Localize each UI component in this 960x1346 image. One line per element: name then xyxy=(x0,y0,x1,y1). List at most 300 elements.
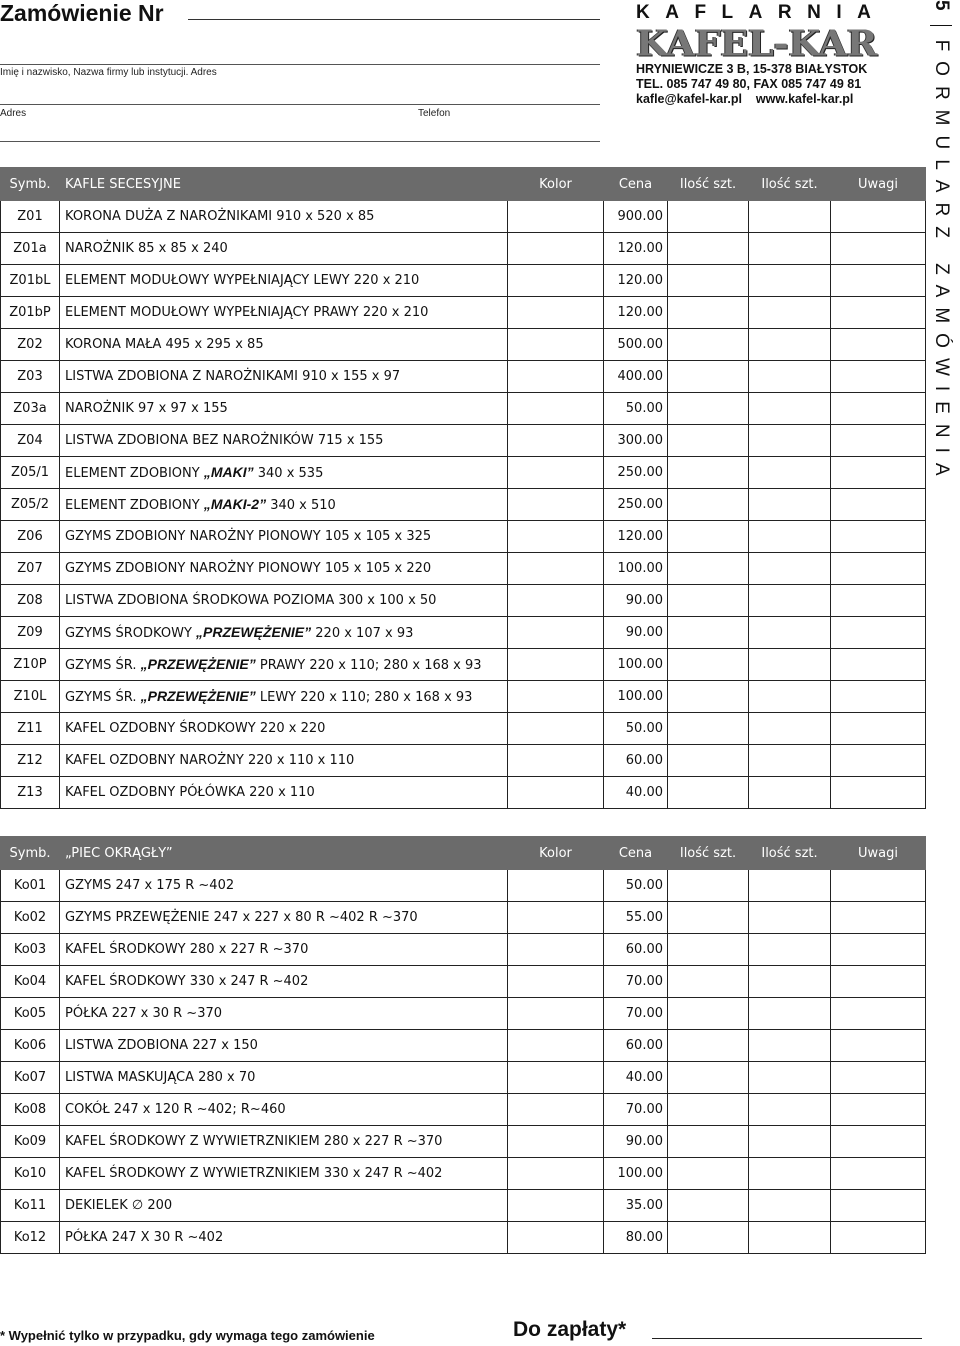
company-phone: TEL. 085 747 49 80, FAX 085 747 49 81 xyxy=(636,77,862,91)
row-description xyxy=(60,745,508,777)
order-number-field[interactable] xyxy=(188,19,600,20)
row-description xyxy=(60,777,508,809)
notes-input-cell[interactable] xyxy=(831,617,926,649)
name-field[interactable] xyxy=(0,64,600,65)
row-description xyxy=(60,1062,508,1094)
quantity-input-cell[interactable] xyxy=(668,870,749,902)
quantity-input-cell-2[interactable] xyxy=(749,681,831,713)
row-description xyxy=(60,457,508,489)
color-input-cell[interactable] xyxy=(508,1222,604,1254)
notes-input-cell[interactable] xyxy=(831,998,926,1030)
table-row xyxy=(1,1030,926,1062)
quantity-input-cell[interactable] xyxy=(668,1158,749,1190)
quantity-input-cell[interactable] xyxy=(668,393,749,425)
quantity-input-cell-2[interactable] xyxy=(749,934,831,966)
header-quantity-2: Ilość szt. xyxy=(749,168,831,201)
notes-input-cell[interactable] xyxy=(831,902,926,934)
row-symbol: Z10L xyxy=(1,681,60,713)
color-input-cell[interactable] xyxy=(508,297,604,329)
description-text: LISTWA ZDOBIONA Z NAROŻNIKAMI 910 x 155 x 97 xyxy=(65,369,401,384)
header-quantity-2: Ilość szt. xyxy=(749,837,831,870)
quantity-input-cell[interactable] xyxy=(668,329,749,361)
header-color: Kolor xyxy=(508,168,604,201)
model-name: „PRZEWĘŻENIE” xyxy=(140,656,256,672)
row-price: 90.00 xyxy=(604,585,668,617)
row-price: 100.00 xyxy=(604,553,668,585)
notes-input-cell[interactable] xyxy=(831,745,926,777)
row-description xyxy=(60,265,508,297)
company-tagline: KAFLARNIA xyxy=(636,2,887,23)
row-symbol: Z05/2 xyxy=(1,489,60,521)
row-description xyxy=(60,713,508,745)
table-row xyxy=(1,966,926,998)
quantity-input-cell[interactable] xyxy=(668,425,749,457)
quantity-input-cell-2[interactable] xyxy=(749,1158,831,1190)
quantity-input-cell[interactable] xyxy=(668,1222,749,1254)
table-row xyxy=(1,745,926,777)
table-row xyxy=(1,329,926,361)
notes-input-cell[interactable] xyxy=(831,649,926,681)
notes-input-cell[interactable] xyxy=(831,265,926,297)
model-name: „MAKI-2” xyxy=(203,496,267,512)
quantity-input-cell-2[interactable] xyxy=(749,1126,831,1158)
notes-input-cell[interactable] xyxy=(831,201,926,233)
header-color: Kolor xyxy=(508,837,604,870)
row-description xyxy=(60,1094,508,1126)
quantity-input-cell-2[interactable] xyxy=(749,393,831,425)
row-price: 250.00 xyxy=(604,489,668,521)
header-quantity: Ilość szt. xyxy=(668,168,749,201)
color-input-cell[interactable] xyxy=(508,745,604,777)
quantity-input-cell[interactable] xyxy=(668,201,749,233)
row-description xyxy=(60,585,508,617)
quantity-input-cell-2[interactable] xyxy=(749,361,831,393)
row-description xyxy=(60,1030,508,1062)
row-symbol: Ko11 xyxy=(1,1190,60,1222)
color-input-cell[interactable] xyxy=(508,1158,604,1190)
row-price: 40.00 xyxy=(604,777,668,809)
quantity-input-cell-2[interactable] xyxy=(749,1190,831,1222)
quantity-input-cell-2[interactable] xyxy=(749,870,831,902)
description-text: GZYMS ŚR. xyxy=(65,690,141,705)
company-logo: KAFEL-KAR xyxy=(636,22,877,64)
quantity-input-cell-2[interactable] xyxy=(749,265,831,297)
color-input-cell[interactable] xyxy=(508,361,604,393)
color-input-cell[interactable] xyxy=(508,1190,604,1222)
row-description xyxy=(60,966,508,998)
quantity-input-cell-2[interactable] xyxy=(749,902,831,934)
form-title-vertical: FORMULARZ ZAMÓWIENIA xyxy=(931,39,952,486)
description-text: KORONA DUŻA Z NAROŻNIKAMI 910 x 520 x 85 xyxy=(65,209,375,224)
quantity-input-cell[interactable] xyxy=(668,713,749,745)
notes-input-cell[interactable] xyxy=(831,489,926,521)
table-row xyxy=(1,1158,926,1190)
color-input-cell[interactable] xyxy=(508,998,604,1030)
model-name: „PRZEWĘŻENIE” xyxy=(140,688,256,704)
row-symbol: Z01a xyxy=(1,233,60,265)
quantity-input-cell[interactable] xyxy=(668,521,749,553)
notes-input-cell[interactable] xyxy=(831,585,926,617)
notes-input-cell[interactable] xyxy=(831,713,926,745)
table-row xyxy=(1,265,926,297)
row-description xyxy=(60,201,508,233)
payment-field[interactable] xyxy=(652,1338,922,1339)
row-price: 100.00 xyxy=(604,649,668,681)
notes-input-cell[interactable] xyxy=(831,681,926,713)
row-description xyxy=(60,521,508,553)
color-input-cell[interactable] xyxy=(508,489,604,521)
row-symbol: Z02 xyxy=(1,329,60,361)
description-text: PÓŁKA 227 x 30 R ~370 xyxy=(65,1006,223,1021)
header-notes: Uwagi xyxy=(831,168,926,201)
quantity-input-cell-2[interactable] xyxy=(749,425,831,457)
phone-field[interactable] xyxy=(0,141,600,142)
table-row xyxy=(1,297,926,329)
quantity-input-cell[interactable] xyxy=(668,681,749,713)
page-number: 5 xyxy=(931,0,952,11)
quantity-input-cell[interactable] xyxy=(668,489,749,521)
quantity-input-cell[interactable] xyxy=(668,934,749,966)
row-price: 70.00 xyxy=(604,998,668,1030)
table-row xyxy=(1,425,926,457)
row-price: 90.00 xyxy=(604,617,668,649)
quantity-input-cell-2[interactable] xyxy=(749,998,831,1030)
row-symbol: Z12 xyxy=(1,745,60,777)
row-symbol: Z01bL xyxy=(1,265,60,297)
round-stove-table xyxy=(0,836,926,1254)
row-price: 120.00 xyxy=(604,297,668,329)
description-text: LISTWA MASKUJĄCA 280 x 70 xyxy=(65,1070,256,1085)
row-symbol: Ko12 xyxy=(1,1222,60,1254)
color-input-cell[interactable] xyxy=(508,1126,604,1158)
address-field[interactable] xyxy=(0,104,600,105)
row-symbol: Ko09 xyxy=(1,1126,60,1158)
color-input-cell[interactable] xyxy=(508,1094,604,1126)
row-symbol: Ko07 xyxy=(1,1062,60,1094)
quantity-input-cell-2[interactable] xyxy=(749,617,831,649)
row-description xyxy=(60,361,508,393)
quantity-input-cell-2[interactable] xyxy=(749,1222,831,1254)
color-input-cell[interactable] xyxy=(508,1062,604,1094)
quantity-input-cell-2[interactable] xyxy=(749,713,831,745)
description-text: GZYMS PRZEWĘŻENIE 247 x 227 x 80 R ~402 R ~370 xyxy=(65,910,418,925)
table-row xyxy=(1,521,926,553)
header-symbol: Symb. xyxy=(1,837,60,870)
row-symbol: Z03 xyxy=(1,361,60,393)
description-text: GZYMS 247 x 175 R ~402 xyxy=(65,878,235,893)
color-input-cell[interactable] xyxy=(508,393,604,425)
table-row xyxy=(1,201,926,233)
table-row xyxy=(1,1222,926,1254)
quantity-input-cell[interactable] xyxy=(668,902,749,934)
row-description xyxy=(60,617,508,649)
quantity-input-cell-2[interactable] xyxy=(749,201,831,233)
description-text: GZYMS ZDOBIONY NAROŻNY PIONOWY 105 x 105 x 325 xyxy=(65,529,432,544)
description-dims: 340 x 535 xyxy=(253,466,324,481)
description-text: ELEMENT ZDOBIONY xyxy=(65,466,204,481)
side-label xyxy=(930,0,960,560)
header-category: „PIEC OKRĄGŁY” xyxy=(60,837,508,870)
row-symbol: Z03a xyxy=(1,393,60,425)
color-input-cell[interactable] xyxy=(508,585,604,617)
notes-input-cell[interactable] xyxy=(831,1158,926,1190)
table-row xyxy=(1,1094,926,1126)
description-text: LISTWA ZDOBIONA BEZ NAROŻNIKÓW 715 x 155 xyxy=(65,433,384,448)
secession-tiles-table xyxy=(0,167,926,809)
description-text: KORONA MAŁA 495 x 295 x 85 xyxy=(65,337,264,352)
notes-input-cell[interactable] xyxy=(831,361,926,393)
quantity-input-cell[interactable] xyxy=(668,777,749,809)
row-price: 70.00 xyxy=(604,1094,668,1126)
table-row xyxy=(1,617,926,649)
table-row xyxy=(1,902,926,934)
notes-input-cell[interactable] xyxy=(831,934,926,966)
notes-input-cell[interactable] xyxy=(831,425,926,457)
description-text: COKÓŁ 247 x 120 R ~402; R~460 xyxy=(65,1102,286,1117)
color-input-cell[interactable] xyxy=(508,425,604,457)
row-description xyxy=(60,233,508,265)
color-input-cell[interactable] xyxy=(508,201,604,233)
table-row xyxy=(1,934,926,966)
table-row xyxy=(1,457,926,489)
description-text: KAFEL ŚRODKOWY Z WYWIETRZNIKIEM 280 x 227 R ~370 xyxy=(65,1134,443,1149)
table-row xyxy=(1,870,926,902)
color-input-cell[interactable] xyxy=(508,329,604,361)
header-price: Cena xyxy=(604,168,668,201)
row-description xyxy=(60,425,508,457)
description-text: ELEMENT MODUŁOWY WYPEŁNIAJĄCY LEWY 220 x 210 xyxy=(65,273,420,288)
table-row xyxy=(1,553,926,585)
row-price: 50.00 xyxy=(604,870,668,902)
color-input-cell[interactable] xyxy=(508,553,604,585)
quantity-input-cell-2[interactable] xyxy=(749,297,831,329)
footnote: * Wypełnić tylko w przypadku, gdy wymaga tego zamówienie xyxy=(0,1328,375,1343)
table-row xyxy=(1,777,926,809)
quantity-input-cell-2[interactable] xyxy=(749,1062,831,1094)
row-price: 40.00 xyxy=(604,1062,668,1094)
description-dims: 340 x 510 xyxy=(266,498,336,513)
description-text: KAFEL ŚRODKOWY Z WYWIETRZNIKIEM 330 x 247 R ~402 xyxy=(65,1166,443,1181)
quantity-input-cell[interactable] xyxy=(668,1062,749,1094)
quantity-input-cell-2[interactable] xyxy=(749,649,831,681)
address-label: Adres xyxy=(0,108,27,119)
quantity-input-cell-2[interactable] xyxy=(749,553,831,585)
quantity-input-cell[interactable] xyxy=(668,265,749,297)
quantity-input-cell[interactable] xyxy=(668,617,749,649)
notes-input-cell[interactable] xyxy=(831,966,926,998)
color-input-cell[interactable] xyxy=(508,1030,604,1062)
quantity-input-cell[interactable] xyxy=(668,297,749,329)
description-text: LISTWA ZDOBIONA 227 x 150 xyxy=(65,1038,258,1053)
color-input-cell[interactable] xyxy=(508,870,604,902)
header-quantity: Ilość szt. xyxy=(668,837,749,870)
notes-input-cell[interactable] xyxy=(831,233,926,265)
notes-input-cell[interactable] xyxy=(831,777,926,809)
row-description xyxy=(60,1126,508,1158)
color-input-cell[interactable] xyxy=(508,777,604,809)
row-symbol: Z05/1 xyxy=(1,457,60,489)
row-description xyxy=(60,553,508,585)
row-price: 100.00 xyxy=(604,1158,668,1190)
row-symbol: Z01 xyxy=(1,201,60,233)
notes-input-cell[interactable] xyxy=(831,457,926,489)
notes-input-cell[interactable] xyxy=(831,553,926,585)
quantity-input-cell-2[interactable] xyxy=(749,489,831,521)
row-symbol: Z11 xyxy=(1,713,60,745)
table-row xyxy=(1,1062,926,1094)
description-dims: LEWY 220 x 110; 280 x 168 x 93 xyxy=(255,690,473,705)
description-text: GZYMS ŚR. xyxy=(65,658,141,673)
quantity-input-cell[interactable] xyxy=(668,553,749,585)
color-input-cell[interactable] xyxy=(508,521,604,553)
row-symbol: Z08 xyxy=(1,585,60,617)
color-input-cell[interactable] xyxy=(508,265,604,297)
quantity-input-cell-2[interactable] xyxy=(749,233,831,265)
color-input-cell[interactable] xyxy=(508,649,604,681)
description-text: KAFEL ŚRODKOWY 280 x 227 R ~370 xyxy=(65,942,309,957)
header-category: KAFLE SECESYJNE xyxy=(60,168,508,201)
row-description xyxy=(60,297,508,329)
header-notes: Uwagi xyxy=(831,837,926,870)
row-symbol: Ko01 xyxy=(1,870,60,902)
company-website[interactable]: www.kafel-kar.pl xyxy=(755,92,854,106)
row-description xyxy=(60,329,508,361)
company-address: HRYNIEWICZE 3 B, 15-378 BIAŁYSTOK xyxy=(636,62,868,76)
quantity-input-cell[interactable] xyxy=(668,585,749,617)
quantity-input-cell[interactable] xyxy=(668,649,749,681)
row-price: 60.00 xyxy=(604,934,668,966)
color-input-cell[interactable] xyxy=(508,713,604,745)
notes-input-cell[interactable] xyxy=(831,393,926,425)
description-text: LISTWA ZDOBIONA ŚRODKOWA POZIOMA 300 x 100 x 50 xyxy=(65,593,437,608)
color-input-cell[interactable] xyxy=(508,457,604,489)
notes-input-cell[interactable] xyxy=(831,329,926,361)
quantity-input-cell-2[interactable] xyxy=(749,585,831,617)
quantity-input-cell-2[interactable] xyxy=(749,966,831,998)
row-symbol: Z07 xyxy=(1,553,60,585)
quantity-input-cell[interactable] xyxy=(668,966,749,998)
color-input-cell[interactable] xyxy=(508,617,604,649)
description-text: KAFEL ŚRODKOWY 330 x 247 R ~402 xyxy=(65,974,309,989)
description-text: DEKIELEK ∅ 200 xyxy=(65,1198,173,1213)
notes-input-cell[interactable] xyxy=(831,1222,926,1254)
row-price: 100.00 xyxy=(604,681,668,713)
row-symbol: Ko10 xyxy=(1,1158,60,1190)
row-price: 80.00 xyxy=(604,1222,668,1254)
quantity-input-cell[interactable] xyxy=(668,361,749,393)
description-text: GZYMS ŚRODKOWY xyxy=(65,626,197,641)
row-symbol: Z01bP xyxy=(1,297,60,329)
row-description xyxy=(60,998,508,1030)
color-input-cell[interactable] xyxy=(508,902,604,934)
color-input-cell[interactable] xyxy=(508,681,604,713)
quantity-input-cell[interactable] xyxy=(668,457,749,489)
row-symbol: Z06 xyxy=(1,521,60,553)
description-text: KAFEL OZDOBNY PÓŁÓWKA 220 x 110 xyxy=(65,785,315,800)
quantity-input-cell-2[interactable] xyxy=(749,457,831,489)
row-price: 300.00 xyxy=(604,425,668,457)
notes-input-cell[interactable] xyxy=(831,1062,926,1094)
header-symbol: Symb. xyxy=(1,168,60,201)
quantity-input-cell[interactable] xyxy=(668,1126,749,1158)
row-symbol: Ko03 xyxy=(1,934,60,966)
notes-input-cell[interactable] xyxy=(831,1094,926,1126)
row-price: 60.00 xyxy=(604,745,668,777)
notes-input-cell[interactable] xyxy=(831,1030,926,1062)
row-symbol: Z13 xyxy=(1,777,60,809)
row-description xyxy=(60,870,508,902)
table-row xyxy=(1,681,926,713)
table-row xyxy=(1,393,926,425)
row-description xyxy=(60,902,508,934)
row-description xyxy=(60,1190,508,1222)
quantity-input-cell[interactable] xyxy=(668,998,749,1030)
notes-input-cell[interactable] xyxy=(831,1126,926,1158)
color-input-cell[interactable] xyxy=(508,934,604,966)
table-row xyxy=(1,1126,926,1158)
quantity-input-cell-2[interactable] xyxy=(749,521,831,553)
quantity-input-cell-2[interactable] xyxy=(749,1030,831,1062)
description-text: NAROŻNIK 85 x 85 x 240 xyxy=(65,241,228,256)
table-row xyxy=(1,585,926,617)
row-symbol: Ko08 xyxy=(1,1094,60,1126)
quantity-input-cell-2[interactable] xyxy=(749,745,831,777)
quantity-input-cell[interactable] xyxy=(668,233,749,265)
row-price: 50.00 xyxy=(604,393,668,425)
row-price: 55.00 xyxy=(604,902,668,934)
row-symbol: Z09 xyxy=(1,617,60,649)
quantity-input-cell-2[interactable] xyxy=(749,329,831,361)
quantity-input-cell-2[interactable] xyxy=(749,777,831,809)
color-input-cell[interactable] xyxy=(508,966,604,998)
quantity-input-cell[interactable] xyxy=(668,1030,749,1062)
notes-input-cell[interactable] xyxy=(831,870,926,902)
notes-input-cell[interactable] xyxy=(831,521,926,553)
row-price: 50.00 xyxy=(604,713,668,745)
row-symbol: Ko02 xyxy=(1,902,60,934)
table-row xyxy=(1,489,926,521)
description-text: KAFEL OZDOBNY NAROŻNY 220 x 110 x 110 xyxy=(65,753,355,768)
row-price: 500.00 xyxy=(604,329,668,361)
table-row xyxy=(1,713,926,745)
row-description xyxy=(60,393,508,425)
description-text: GZYMS ZDOBIONY NAROŻNY PIONOWY 105 x 105 x 220 xyxy=(65,561,432,576)
row-price: 90.00 xyxy=(604,1126,668,1158)
row-price: 120.00 xyxy=(604,521,668,553)
table-row xyxy=(1,233,926,265)
payment-label: Do zapłaty* xyxy=(513,1318,627,1341)
company-email[interactable]: kafle@kafel-kar.pl xyxy=(636,92,742,106)
color-input-cell[interactable] xyxy=(508,233,604,265)
quantity-input-cell[interactable] xyxy=(668,1190,749,1222)
notes-input-cell[interactable] xyxy=(831,1190,926,1222)
page-title: Zamówienie Nr xyxy=(0,0,164,26)
name-label: Imię i nazwisko, Nazwa firmy lub instytucji. Adres xyxy=(0,67,217,78)
row-description xyxy=(60,649,508,681)
description-text: NAROŻNIK 97 x 97 x 155 xyxy=(65,401,228,416)
quantity-input-cell[interactable] xyxy=(668,1094,749,1126)
row-symbol: Ko06 xyxy=(1,1030,60,1062)
quantity-input-cell[interactable] xyxy=(668,745,749,777)
description-text: ELEMENT MODUŁOWY WYPEŁNIAJĄCY PRAWY 220 x 210 xyxy=(65,305,429,320)
row-description xyxy=(60,681,508,713)
notes-input-cell[interactable] xyxy=(831,297,926,329)
quantity-input-cell-2[interactable] xyxy=(749,1094,831,1126)
row-description xyxy=(60,934,508,966)
description-text: ELEMENT ZDOBIONY xyxy=(65,498,204,513)
table-header xyxy=(1,168,926,201)
row-symbol: Z10P xyxy=(1,649,60,681)
